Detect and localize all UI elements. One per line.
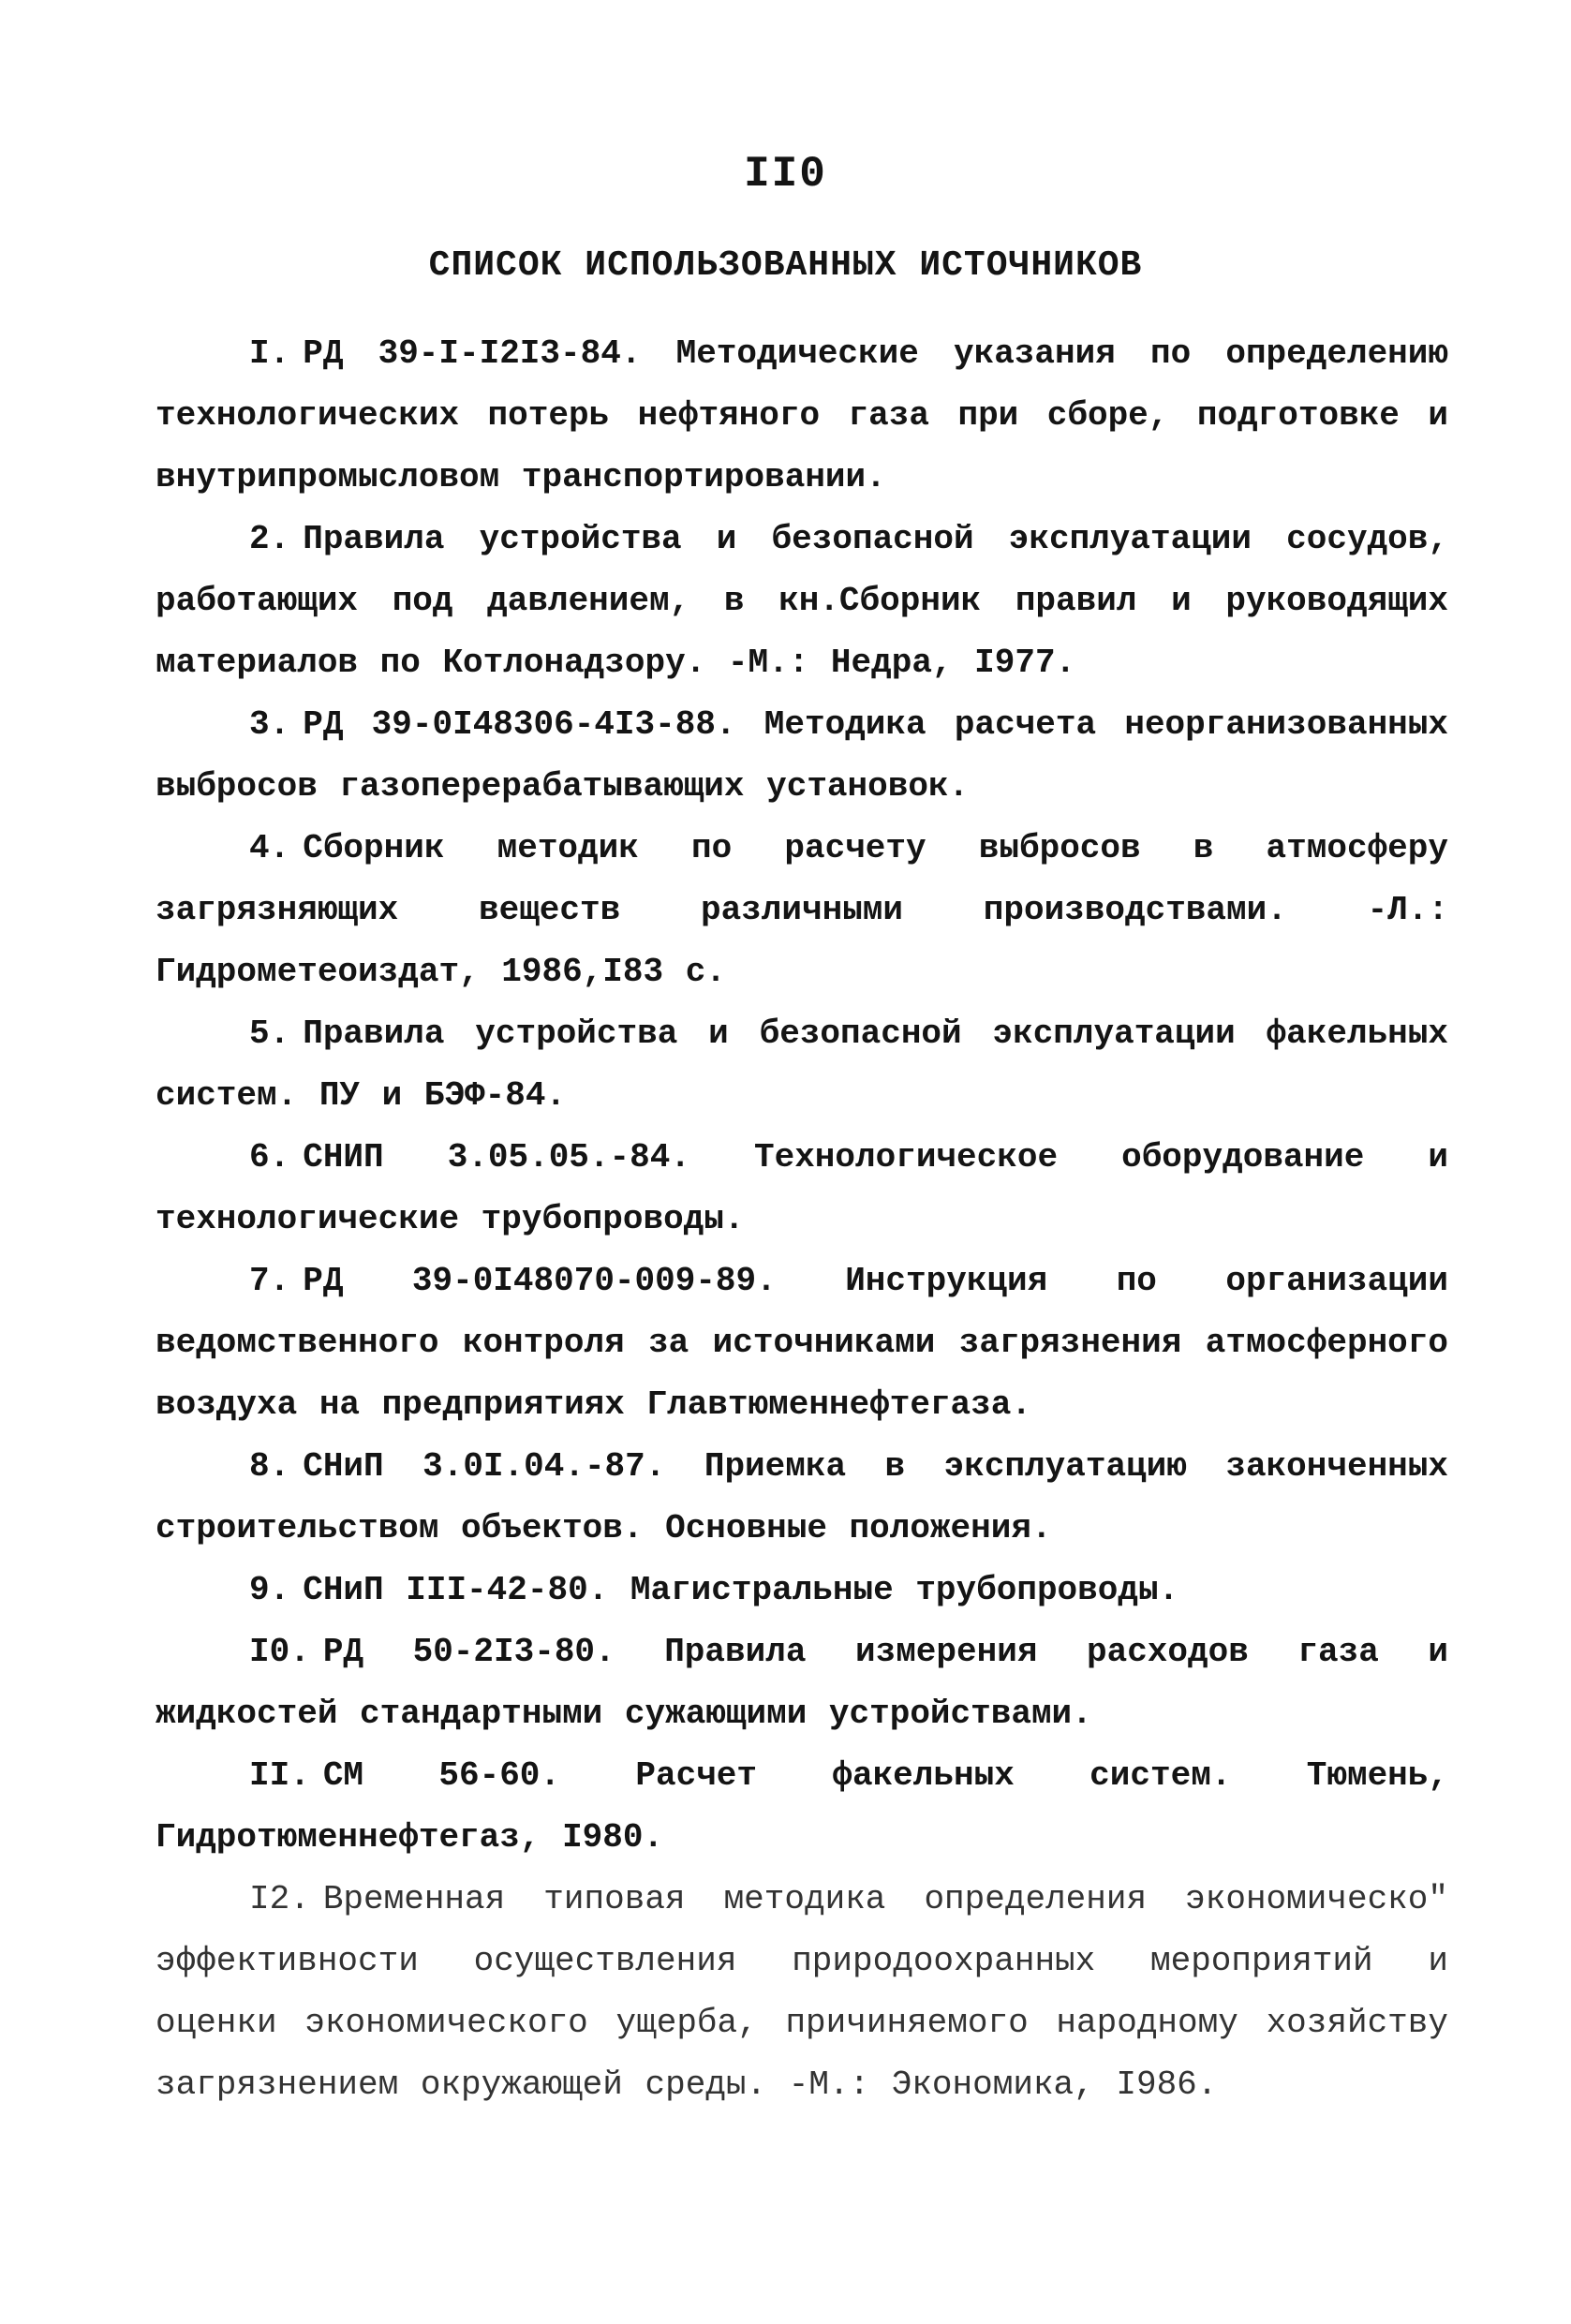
reference-number: I0.: [249, 1633, 310, 1671]
reference-item-4: [156, 818, 1448, 1003]
reference-text: РД 39-I-I2I3-84. Методические указания по определению технологических потерь нефтяного газа при сборе, подготовке и внутрипромысловом транспортировании.: [156, 334, 1448, 496]
reference-item-3: [156, 694, 1448, 818]
reference-number: 9.: [249, 1571, 290, 1609]
reference-number: 4.: [249, 829, 290, 867]
reference-list: [156, 323, 1448, 2116]
reference-item-5: [156, 1003, 1448, 1127]
reference-item-9: [156, 1560, 1448, 1621]
page-number: II0: [744, 150, 827, 199]
page-title: СПИСОК ИСПОЛЬЗОВАННЫХ ИСТОЧНИКОВ: [428, 245, 1143, 286]
reference-text: СМ 56-60. Расчет факельных систем. Тюмень, Гидротюменнефтегаз, I980.: [156, 1756, 1448, 1857]
reference-text: Временная типовая методика определения экономическо" эффективности осуществления природоохранных мероприятий и оценки экономического ущерба, причиняемого народному хозяйству загрязнением окружающей среды. -М.: Экономика, I986.: [156, 1880, 1448, 2104]
reference-item-10: [156, 1621, 1448, 1745]
reference-text: РД 39-0I48070-009-89. Инструкция по организации ведомственного контроля за источниками загрязнения атмосферного воздуха на предприятиях Главтюменнефтегаза.: [156, 1262, 1448, 1424]
reference-item-11: [156, 1745, 1448, 1869]
reference-item-8: [156, 1436, 1448, 1560]
reference-text: СНиП 3.0I.04.-87. Приемка в эксплуатацию законченных строительством объектов. Основные положения.: [156, 1447, 1448, 1547]
reference-number: I2.: [249, 1880, 310, 1918]
reference-text: РД 50-2I3-80. Правила измерения расходов газа и жидкостей стандартными сужающими устройствами.: [156, 1633, 1448, 1733]
reference-item-1: [156, 323, 1448, 509]
reference-text: СНИП 3.05.05.-84. Технологическое оборудование и технологические трубопроводы.: [156, 1138, 1448, 1238]
reference-item-7: [156, 1251, 1448, 1436]
reference-text: Правила устройства и безопасной эксплуатации сосудов, работающих под давлением, в кн.Сборник правил и руководящих материалов по Котлонадзору. -М.: Недра, I977.: [156, 520, 1448, 682]
reference-item-12: [156, 1869, 1448, 2116]
reference-number: 3.: [249, 705, 290, 744]
reference-text: РД 39-0I48306-4I3-88. Методика расчета неорганизованных выбросов газоперерабатывающих установок.: [156, 705, 1448, 806]
reference-number: 7.: [249, 1262, 290, 1300]
reference-number: 8.: [249, 1447, 290, 1486]
reference-text: Правила устройства и безопасной эксплуатации факельных систем. ПУ и БЭФ-84.: [156, 1014, 1448, 1115]
reference-number: II.: [249, 1756, 310, 1795]
reference-text: СНиП III-42-80. Магистральные трубопроводы.: [303, 1571, 1179, 1609]
reference-number: 6.: [249, 1138, 290, 1177]
reference-number: 2.: [249, 520, 290, 558]
reference-number: 5.: [249, 1014, 290, 1053]
reference-item-2: [156, 509, 1448, 694]
reference-text: Сборник методик по расчету выбросов в атмосферу загрязняющих веществ различными производствами. -Л.: Гидрометеоиздат, 1986,I83 с.: [156, 829, 1448, 991]
reference-number: I.: [249, 334, 290, 373]
reference-item-6: [156, 1127, 1448, 1251]
